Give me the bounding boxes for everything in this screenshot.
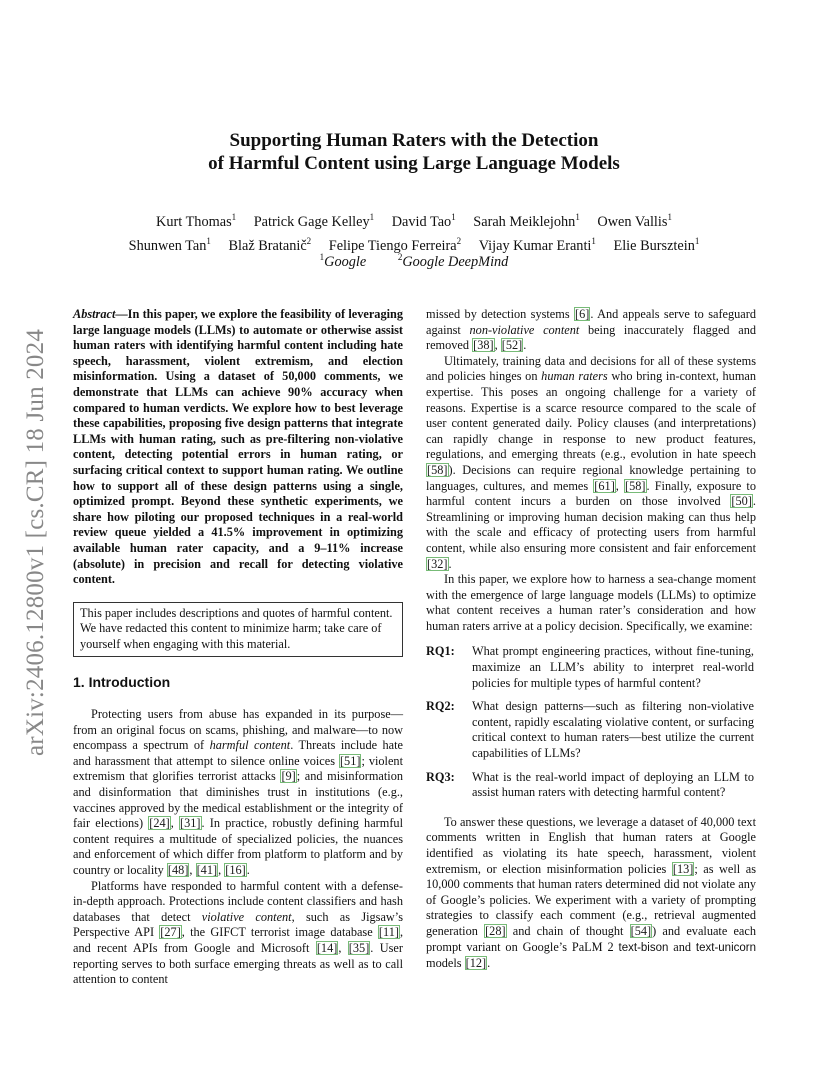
affiliations bbox=[0, 252, 828, 271]
author: Blaž Bratanič$^2$ bbox=[228, 236, 312, 254]
citation-link[interactable]: [6] bbox=[575, 307, 590, 321]
title-line-2: of Harmful Content using Large Language Models bbox=[208, 153, 620, 174]
author-list bbox=[0, 208, 828, 256]
citation-link[interactable]: [32] bbox=[427, 556, 448, 571]
affiliation: $^1$Google bbox=[319, 252, 367, 270]
citation-link[interactable]: [35] bbox=[348, 940, 370, 955]
title-line-1: Supporting Human Raters with the Detection bbox=[229, 130, 599, 151]
abstract bbox=[73, 307, 403, 588]
citation-link[interactable]: [27] bbox=[160, 925, 181, 940]
citation-link[interactable]: [28] bbox=[485, 923, 506, 938]
citation-link[interactable]: [12] bbox=[465, 956, 487, 971]
author: Kurt Thomas$^1$ bbox=[156, 212, 237, 230]
author: David Tao$^1$ bbox=[391, 212, 456, 230]
arxiv-stamp: arXiv:2406.12800v1 [cs.CR] 18 Jun 2024 bbox=[22, 328, 49, 756]
citation-link[interactable]: [58] bbox=[427, 462, 448, 477]
affiliation: $^2$Google DeepMind bbox=[397, 252, 509, 270]
author: Vijay Kumar Eranti$^1$ bbox=[478, 236, 596, 254]
content-warning-box: This paper includes descriptions and quotes of harmful content. We have redacted this content to minimize harm; take care of yourself when engaging with this material. bbox=[73, 602, 403, 658]
citation-link[interactable]: [51] bbox=[339, 753, 361, 768]
author: Owen Vallis$^1$ bbox=[597, 212, 672, 230]
paragraph: To answer these questions, we leverage a dataset of 40,000 text comments written in English that human raters at Google identified as violating its hate speech, harassment, violent extremism, or election misinformation policies [13]; as well as 10,000 comments that human raters determined did not violate any of Google’s policies. We experiment with a variety of prompting strategies to classify each comment (e.g., retrieval augmented generation [28] and chain of thought [54]) and evaluate each prompt variant on Google’s PaLM 2 text-bison and text-unicorn models [12]. bbox=[426, 814, 756, 971]
citation-link[interactable]: [38] bbox=[473, 338, 494, 353]
right-column bbox=[426, 307, 756, 972]
author: Felipe Tiengo Ferreira$^2$ bbox=[328, 236, 462, 254]
paragraph: Ultimately, training data and decisions for all of these systems and policies hinges on human raters who bring in-context, human expertise. This poses an ongoing challenge for a variety of reasons. Expertise is a scarce resource compared to the scale of user content generated daily. Policy clauses (and interpretations) can rapidly change in response to new product features, regulations, and emerging threats (e.g., evolution in hate speech [58]). Decisions can require regional knowledge pertaining to languages, cultures, and memes [61], [58]. Finally, exposure to harmful content incurs a burden on those involved [50]. Streamlining or improving human decision making can thus help with the scale and efficacy of protecting users from harmful content, while also ensuring more consistent and fair enforcement [32]. bbox=[426, 353, 757, 571]
paragraph: In this paper, we explore how to harness a sea-change moment with the emergence of large language models (LLMs) to optimize what content receives a human rater’s consideration and how human raters arrive at a policy decision. Specifically, we examine: bbox=[426, 572, 756, 633]
rq-text: What prompt engineering practices, without fine-tuning, maximize an LLM’s ability to interpret real-world policies for multiple types of harmful content? bbox=[472, 644, 754, 690]
paper-title bbox=[0, 129, 828, 175]
abstract-text: —In this paper, we explore the feasibility of leveraging large language models (LLMs) to automate or otherwise assist human raters with identifying harmful content including hate speech, harassment, violent extremism, and election misinformation. Using a dataset of 50,000 comments, we demonstrate that LLMs can achieve 90% accuracy when compared to human verdicts. We explore how to best leverage these capabilities, proposing five design patterns that integrate LLMs with human rating, such as pre-filtering non-violative content, detecting potential errors in human rating, or surfacing critical context to support human rating. We outline how to support all of these design patterns using a single, optimized prompt. Beyond these synthetic experiments, we share how piloting our proposed techniques in a real-world review queue yielded a 41.5% improvement in optimizing available human rater capacity, and a 9–11% increase (absolute) in precision and recall for detecting violative content. bbox=[73, 307, 403, 587]
citation-link[interactable]: [50] bbox=[731, 494, 752, 509]
citation-link[interactable]: [54] bbox=[630, 923, 652, 938]
research-question bbox=[426, 770, 756, 801]
citation-link[interactable]: [61] bbox=[594, 478, 615, 493]
citation-link[interactable]: [16] bbox=[225, 863, 246, 877]
rq-label: RQ1: bbox=[426, 644, 455, 659]
author: Sarah Meiklejohn$^1$ bbox=[473, 212, 580, 230]
citation-link[interactable]: [11] bbox=[378, 925, 399, 940]
citation-link[interactable]: [48] bbox=[167, 863, 189, 877]
paragraph: Platforms have responded to harmful content with a defense-in-depth approach. Protections include content classifiers and hash databases that detect violative content, such as Jigsaw’s Perspective API [27], the GIFCT terrorist image database [11], and recent APIs from Google and Microsoft [14], [35]. User reporting serves to both surface emerging threats as well as to call attention to content bbox=[73, 878, 404, 987]
citation-link[interactable]: [13] bbox=[672, 861, 694, 876]
paragraph: Protecting users from abuse has expanded in its purpose—from an original focus on scams, phishing, and malware—to now encompass a spectrum of harmful content. Threats include hate and harassment that attempt to silence online voices [51]; violent extremism that glorifies terrorist attacks [9]; and misinformation and disinformation that diminishes trust in institutions (e.g., vaccines approved by the medical establishment or the integrity of fair elections) [24], [31]. In practice, robustly defining harmful content requires a multitude of specialized policies, the nuances and enforcement of which differ from platform to platform and by country or locality [48], [41], [16]. bbox=[73, 707, 403, 877]
rq-text: What design patterns—such as filtering non-violative content, rapidly escalating violative content, or surfacing critical context to human raters—best utilize the current capabilities of LLMs? bbox=[472, 699, 754, 761]
rq-text: What is the real-world impact of deploying an LLM to assist human raters with detecting harmful content? bbox=[472, 769, 754, 800]
citation-link[interactable]: [24] bbox=[149, 816, 170, 831]
citation-link[interactable]: [31] bbox=[180, 816, 201, 831]
author: Patrick Gage Kelley$^1$ bbox=[253, 212, 375, 230]
paragraph: missed by detection systems [6]. And appeals serve to safeguard against non-violative content being inaccurately flagged and removed [38], [52]. bbox=[426, 307, 757, 353]
rq-label: RQ3: bbox=[426, 769, 455, 784]
citation-link[interactable]: [9] bbox=[281, 769, 296, 784]
abstract-label: Abstract bbox=[73, 307, 116, 321]
research-question bbox=[426, 699, 756, 761]
author: Elie Bursztein$^1$ bbox=[613, 236, 700, 254]
author-row-1 bbox=[0, 208, 828, 232]
research-question bbox=[426, 644, 756, 691]
citation-link[interactable]: [14] bbox=[316, 940, 338, 955]
citation-link[interactable]: [58] bbox=[625, 478, 646, 493]
citation-link[interactable]: [41] bbox=[196, 863, 218, 877]
section-heading: 1. Introduction bbox=[73, 674, 171, 691]
left-column bbox=[73, 307, 403, 988]
rq-label: RQ2: bbox=[426, 699, 455, 714]
author: Shunwen Tan$^1$ bbox=[128, 236, 211, 254]
citation-link[interactable]: [52] bbox=[501, 338, 523, 353]
